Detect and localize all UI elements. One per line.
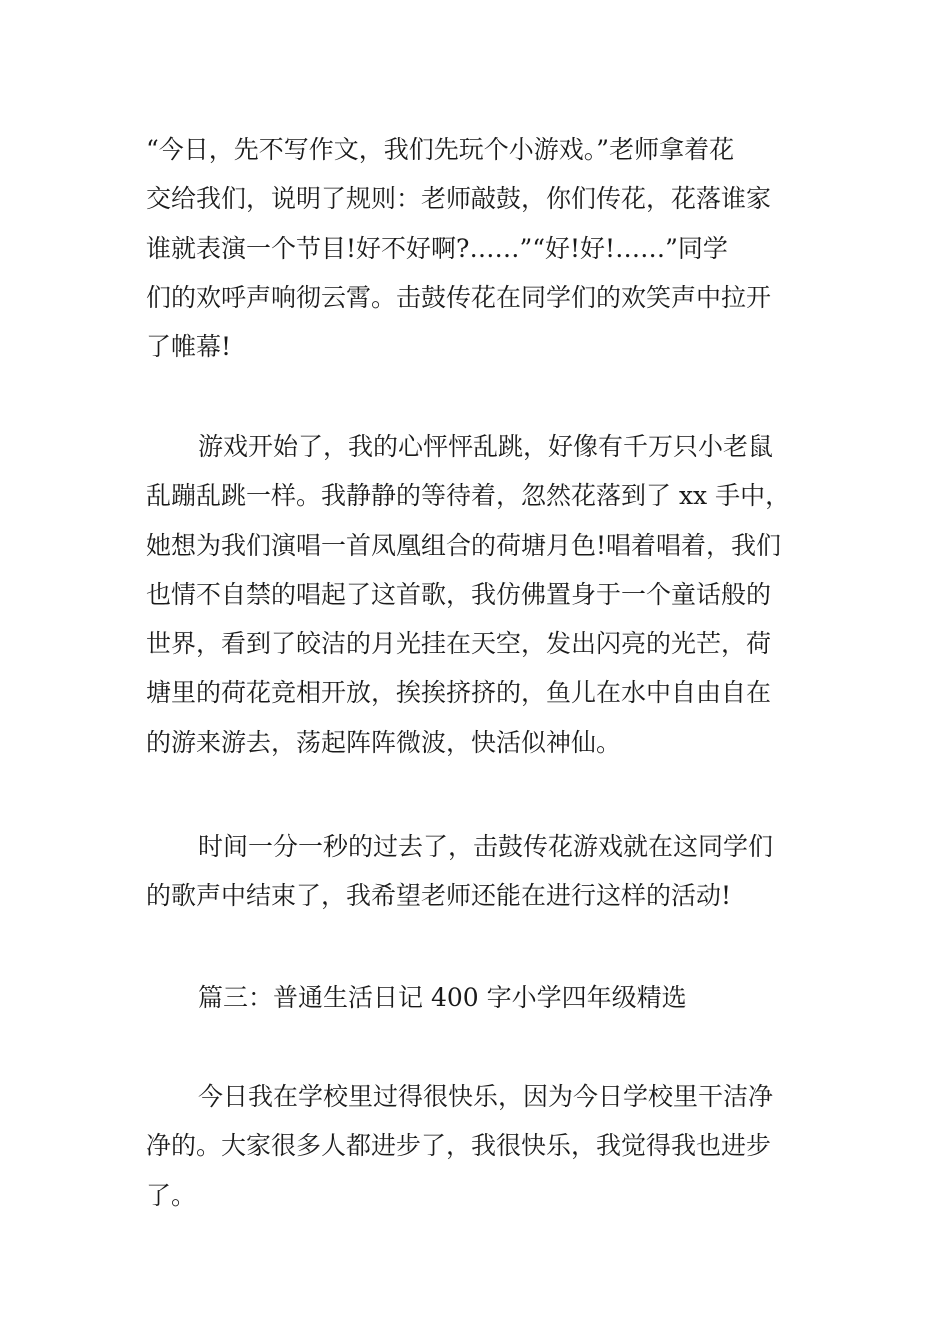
text-line: 世界，看到了皎洁的月光挂在天空，发出闪亮的光芒，荷 (146, 629, 772, 659)
section-heading (146, 973, 810, 1022)
text-line: 今日我在学校里过得很快乐，因为今日学校里干洁净 (198, 1082, 774, 1111)
text-line: 们的欢呼声响彻云霄。击鼓传花在同学们的欢笑声中拉开 (146, 282, 772, 312)
text-line: 的歌声中结束了，我希望老师还能在进行这样的活动! (146, 881, 732, 911)
section-title: 篇三：普通生活日记 400 字小学四年级精选 (198, 983, 687, 1012)
text-line: 塘里的荷花竞相开放，挨挨挤挤的，鱼儿在水中自由自在 (146, 678, 772, 708)
text-line: 谁就表演一个节目!好不好啊?……”“好!好!……”同学 (146, 233, 728, 263)
text-line: 也情不自禁的唱起了这首歌，我仿佛置身于一个童话般的 (146, 579, 772, 609)
text-line: 她想为我们演唱一首凤凰组合的荷塘月色!唱着唱着，我们 (146, 530, 782, 560)
text-line: 游戏开始了，我的心怦怦乱跳，好像有千万只小老鼠 (198, 432, 774, 461)
text-line: “今日，先不写作文，我们先玩个小游戏。”老师拿着花 (146, 135, 735, 164)
text-line: 交给我们，说明了规则：老师敲鼓，你们传花，花落谁家 (146, 184, 772, 214)
text-line: 乱蹦乱跳一样。我静静的等待着，忽然花落到了 xx 手中， (146, 481, 791, 511)
text-line: 的游来游去，荡起阵阵微波，快活似神仙。 (146, 727, 622, 757)
paragraph-game-start (146, 422, 810, 767)
paragraph-class-game-intro (146, 125, 810, 371)
text-line: 时间一分一秒的过去了，击鼓传花游戏就在这同学们 (198, 832, 774, 861)
paragraph-school-day (146, 1072, 810, 1220)
text-line: 净的。大家很多人都进步了，我很快乐，我觉得我也进步 (146, 1131, 772, 1161)
text-line: 了帷幕! (146, 332, 232, 362)
text-line: 了。 (146, 1180, 197, 1210)
paragraph-game-end (146, 822, 810, 921)
